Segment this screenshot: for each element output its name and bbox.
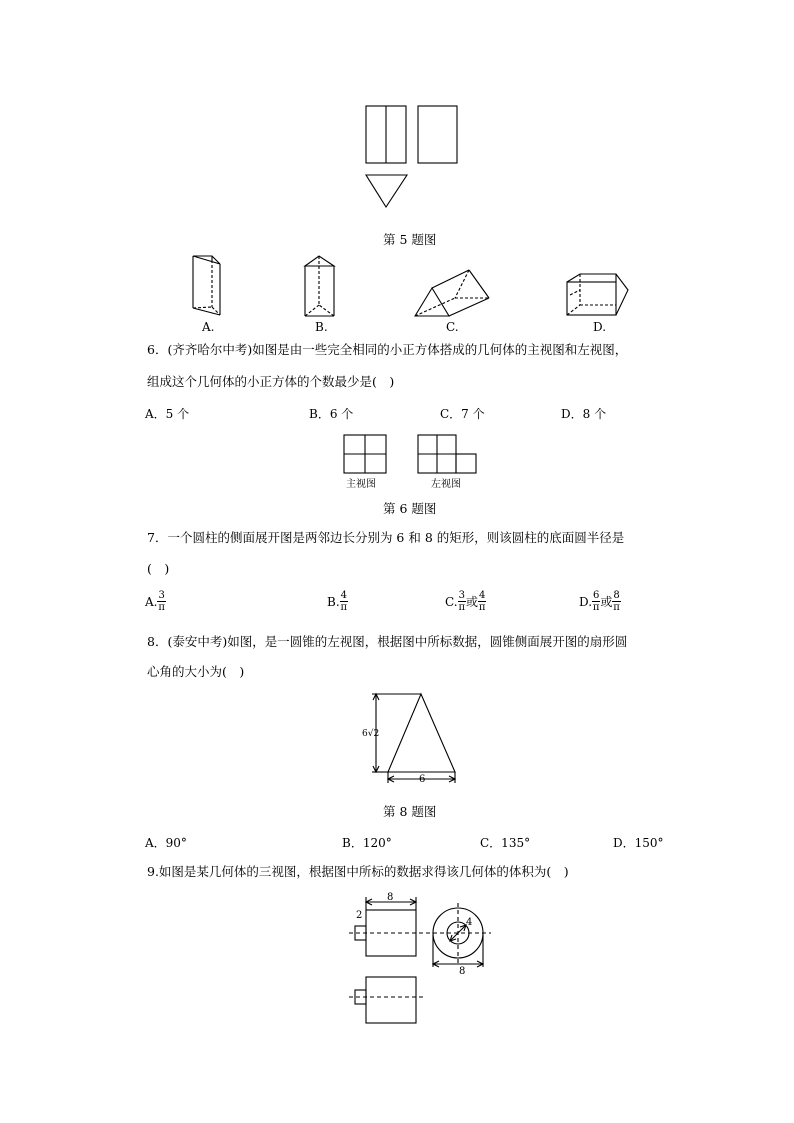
fig9-front-view <box>349 897 426 956</box>
q8-option-b: B．120° <box>342 836 392 850</box>
fig6-left-view <box>418 435 476 473</box>
q8-option-d: D．150° <box>613 836 664 850</box>
q7-option-d-label: D. <box>579 594 593 609</box>
q7-option-c-den1: π <box>458 602 466 613</box>
q6-option-d: D．8 个 <box>561 407 607 421</box>
q7-option-d-num2: 8 <box>613 590 620 601</box>
q7-option-c-num1: 3 <box>458 590 465 601</box>
q7-option-a <box>145 590 166 613</box>
q6-stem-line1: 6．(齐齐哈尔中考)如图是由一些完全相同的小正方体搭成的几何体的主视图和左视图， <box>147 342 628 357</box>
fig9-side-view <box>426 903 491 967</box>
q7-option-d-fraction-2 <box>612 590 620 613</box>
q7-option-c <box>445 590 486 613</box>
q7-option-b <box>327 590 348 613</box>
fig5-option-d-label: D. <box>593 320 607 334</box>
fig5-option-c-label: C. <box>446 320 459 334</box>
fig9-dim-inner: 4 <box>466 917 473 928</box>
q8-stem-line2: 心角的大小为( ) <box>147 664 245 679</box>
q7-option-b-label: B. <box>327 594 340 609</box>
q9-stem-line1: 9.如图是某几何体的三视图，根据图中所标的数据求得该几何体的体积为( ) <box>147 864 569 879</box>
q6-stem-line2: 组成这个几何体的小正方体的个数最少是( ) <box>147 374 395 389</box>
q7-option-d-fraction-1 <box>592 590 600 613</box>
q7-option-c-den2: π <box>478 602 486 613</box>
q7-option-a-fraction <box>157 590 165 613</box>
fig9-dim-bottom: 8 <box>459 966 466 977</box>
q6-option-a: A．5 个 <box>145 407 190 421</box>
fig8-caption: 第 8 题图 <box>383 804 437 819</box>
fig5-options <box>0 250 794 330</box>
fig9-top-view <box>349 977 426 1023</box>
q7-option-d-den1: π <box>592 602 600 613</box>
q7-option-c-fraction-2 <box>478 590 486 613</box>
fig6-front-view <box>344 435 386 473</box>
fig9-dim-small: 2 <box>356 910 363 921</box>
fig6-views <box>0 430 794 490</box>
q7-option-d-join: 或 <box>600 595 613 609</box>
q7-option-d-den2: π <box>613 602 620 613</box>
q8-option-a: A．90° <box>145 836 187 850</box>
fig8-base-label: 6 <box>419 774 426 785</box>
q7-stem-line2: ( ) <box>147 561 170 576</box>
prism-option-b <box>305 256 334 316</box>
fig5-option-b-label: B. <box>315 320 328 334</box>
cone-triangle <box>388 694 455 772</box>
q7-option-c-num2: 4 <box>478 590 486 601</box>
fig9-dim-top: 8 <box>387 892 394 903</box>
q7-option-c-join: 或 <box>465 595 478 609</box>
fig9-three-views <box>0 885 794 1035</box>
prism-option-c <box>415 270 489 316</box>
q7-option-b-den: π <box>340 602 348 613</box>
q7-option-a-label: A. <box>145 594 158 609</box>
q7-option-b-num: 4 <box>340 590 348 601</box>
q6-option-c: C．7 个 <box>440 407 485 421</box>
fig8-cone-left-view <box>0 685 794 795</box>
fig6-caption: 第 6 题图 <box>383 501 437 516</box>
prism-option-a <box>193 256 220 315</box>
q7-option-a-num: 3 <box>158 590 165 601</box>
fig6-left-label: 左视图 <box>431 479 461 490</box>
q7-option-d-num1: 6 <box>593 590 600 601</box>
q7-stem-line1: 7．一个圆柱的侧面展开图是两邻边长分别为 6 和 8 的矩形，则该圆柱的底面圆半径是 <box>147 530 625 545</box>
q7-option-b-fraction <box>340 590 348 613</box>
fig8-height-label: 6√2 <box>362 729 380 739</box>
q7-option-c-fraction-1 <box>458 590 466 613</box>
prism-option-d <box>567 274 628 315</box>
q8-option-c: C．135° <box>480 836 531 850</box>
q8-stem-line1: 8．(泰安中考)如图，是一圆锥的左视图，根据图中所标数据，圆锥侧面展开图的扇形圆 <box>147 634 628 649</box>
q7-option-d <box>579 590 621 613</box>
q7-option-c-label: C. <box>445 594 458 609</box>
q6-option-b: B．6 个 <box>309 407 354 421</box>
fig5-option-a-label: A. <box>202 320 215 334</box>
q7-option-a-den: π <box>158 602 165 613</box>
fig5-three-views <box>0 0 794 230</box>
fig5-side-view <box>418 106 457 163</box>
fig5-caption: 第 5 题图 <box>383 232 437 247</box>
fig5-top-view <box>366 175 407 207</box>
fig6-front-label: 主视图 <box>346 479 376 490</box>
